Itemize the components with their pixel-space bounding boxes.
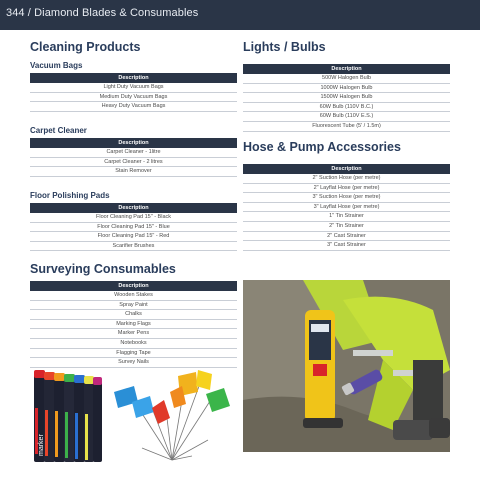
table-row: 2" Suction Hose (per metre) — [243, 174, 450, 184]
vacuum-bags-heading: Vacuum Bags — [30, 61, 83, 70]
marking-flags-image — [112, 368, 237, 464]
cable-detector-worker-image — [243, 280, 450, 452]
table-row: 1" Tin Strainer — [243, 212, 450, 222]
table-header: Description — [30, 73, 237, 83]
table-row: Floor Cleaning Pad 15" - Blue — [30, 223, 237, 233]
table-row: 3" Layflat Hose (per metre) — [243, 203, 450, 213]
table-row: Floor Cleaning Pad 15" - Black — [30, 213, 237, 223]
table-header: Description — [30, 138, 237, 148]
lights-bulbs-heading: Lights / Bulbs — [243, 40, 326, 54]
table-header: Description — [30, 281, 237, 291]
table-row: 2" Layflat Hose (per metre) — [243, 184, 450, 194]
vacuum-bags-table — [30, 73, 237, 112]
table-row: Marker Pens — [30, 329, 237, 339]
table-row: Carpet Cleaner - 1litre — [30, 148, 237, 158]
table-row: 3" Cast Strainer — [243, 241, 450, 251]
table-row: 2" Cast Strainer — [243, 232, 450, 242]
table-row: Wooden Stakes — [30, 291, 237, 301]
table-row: 2" Tin Strainer — [243, 222, 450, 232]
page-header-bar — [0, 0, 480, 30]
page-title: 344 / Diamond Blades & Consumables — [6, 7, 199, 19]
table-row: 3" Suction Hose (per metre) — [243, 193, 450, 203]
table-row: Marking Flags — [30, 320, 237, 330]
table-row: 1000W Halogen Bulb — [243, 84, 450, 94]
table-row: 60W Bulb (110V B.C.) — [243, 103, 450, 113]
table-row: 500W Halogen Bulb — [243, 74, 450, 84]
spray-can-brand-text: marker — [38, 434, 45, 456]
lights-bulbs-table — [243, 64, 450, 132]
spray-paint-cans-image — [30, 368, 104, 464]
table-row: Scarifier Brushes — [30, 242, 237, 252]
surveying-consumables-heading: Surveying Consumables — [30, 262, 176, 276]
table-row: Flagging Tape — [30, 349, 237, 359]
carpet-cleaner-heading: Carpet Cleaner — [30, 126, 87, 135]
floor-pads-heading: Floor Polishing Pads — [30, 191, 110, 200]
floor-pads-table — [30, 203, 237, 251]
table-row: Spray Paint — [30, 301, 237, 311]
table-row: Notebooks — [30, 339, 237, 349]
table-row: Light Duty Vacuum Bags — [30, 83, 237, 93]
table-row: Stain Remover — [30, 167, 237, 177]
table-header: Description — [243, 164, 450, 174]
table-row: 1500W Halogen Bulb — [243, 93, 450, 103]
cleaning-products-heading: Cleaning Products — [30, 40, 141, 54]
table-row: Heavy Duty Vacuum Bags — [30, 102, 237, 112]
hose-pump-heading: Hose & Pump Accessories — [243, 140, 401, 154]
surveying-table — [30, 281, 237, 368]
table-header: Description — [243, 64, 450, 74]
table-header: Description — [30, 203, 237, 213]
carpet-cleaner-table — [30, 138, 237, 177]
table-row: Chalks — [30, 310, 237, 320]
table-row: Fluorescent Tube (5' / 1.5m) — [243, 122, 450, 132]
table-row: Medium Duty Vacuum Bags — [30, 93, 237, 103]
table-row: Carpet Cleaner - 2 litres — [30, 158, 237, 168]
table-row: Floor Cleaning Pad 15" - Red — [30, 232, 237, 242]
table-row: 60W Bulb (110V E.S.) — [243, 112, 450, 122]
table-row: Survey Nails — [30, 358, 237, 368]
hose-pump-table — [243, 164, 450, 251]
